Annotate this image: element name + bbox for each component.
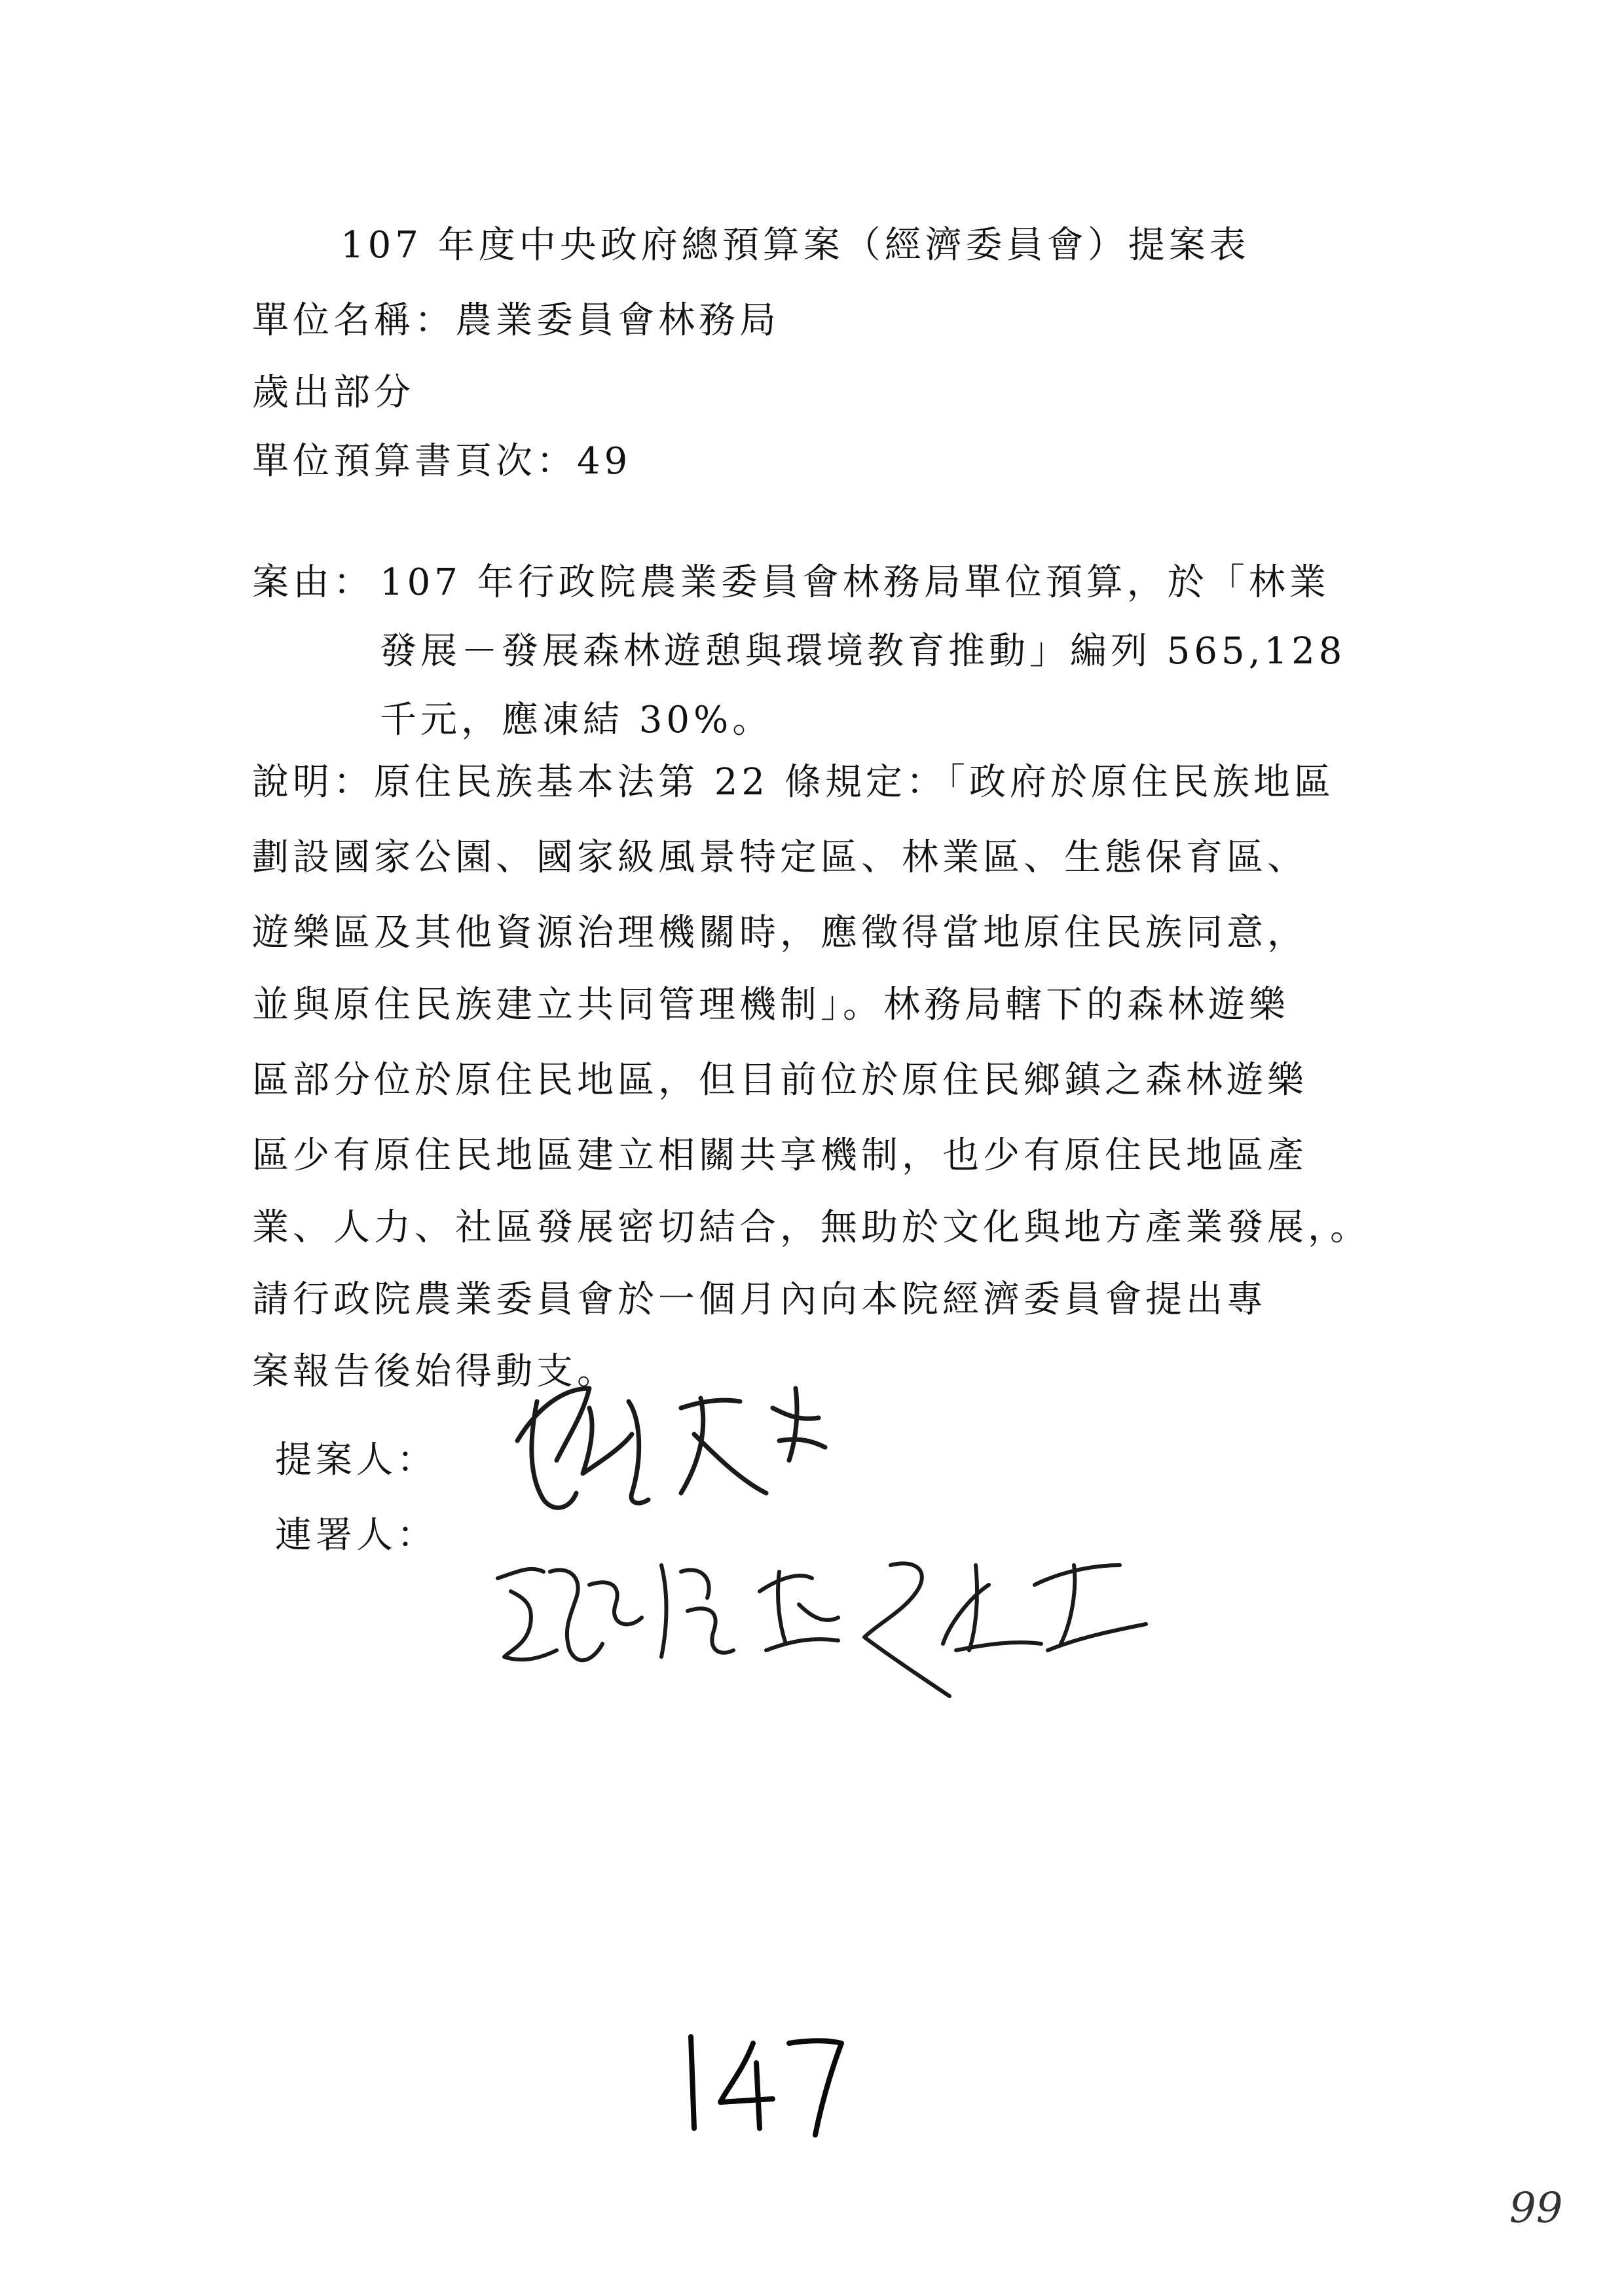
proposer-label: 提案人： [275,1439,437,1481]
proposer-signature [491,1362,858,1532]
explanation-line: 說明：原住民族基本法第 22 條規定：「政府於原住民族地區 [252,761,1335,804]
cosigner-signature [471,1526,1166,1722]
handwritten-number [668,2017,851,2148]
explanation-line: 區少有原住民地區建立相關共享機制，也少有原住民地區產 [252,1134,1308,1177]
explanation-line: 業、人力、社區發展密切結合，無助於文化與地方產業發展，。 [252,1206,1371,1249]
explanation-line: 案報告後始得動支。 [252,1350,618,1393]
explanation-line: 區部分位於原住民地區，但目前位於原住民鄉鎮之森林遊樂 [252,1059,1308,1102]
section-label: 歲出部分 [252,371,415,414]
explanation-line: 劃設國家公園、國家級風景特定區、林業區、生態保育區、 [252,836,1308,879]
explanation-line: 遊樂區及其他資源治理機關時，應徵得當地原住民族同意， [252,912,1308,954]
case-line: 107 年行政院農業委員會林務局單位預算，於「林業 [380,561,1330,604]
case-label: 案由： [252,561,374,604]
explanation-line: 請行政院農業委員會於一個月內向本院經濟委員會提出專 [252,1278,1267,1321]
budget-page-ref: 單位預算書頁次：49 [252,440,632,483]
page-number: 99 [1509,2184,1563,2232]
cosigner-label: 連署人： [275,1514,437,1557]
explanation-line: 並與原住民族建立共同管理機制」。林務局轄下的森林遊樂 [252,984,1289,1026]
document-title: 107 年度中央政府總預算案（經濟委員會）提案表 [341,224,1250,267]
case-line: 千元，應凍結 30%。 [380,699,773,741]
unit-name: 單位名稱：農業委員會林務局 [252,299,780,342]
case-line: 發展－發展森林遊憩與環境教育推動」編列 565,128 [380,630,1346,673]
